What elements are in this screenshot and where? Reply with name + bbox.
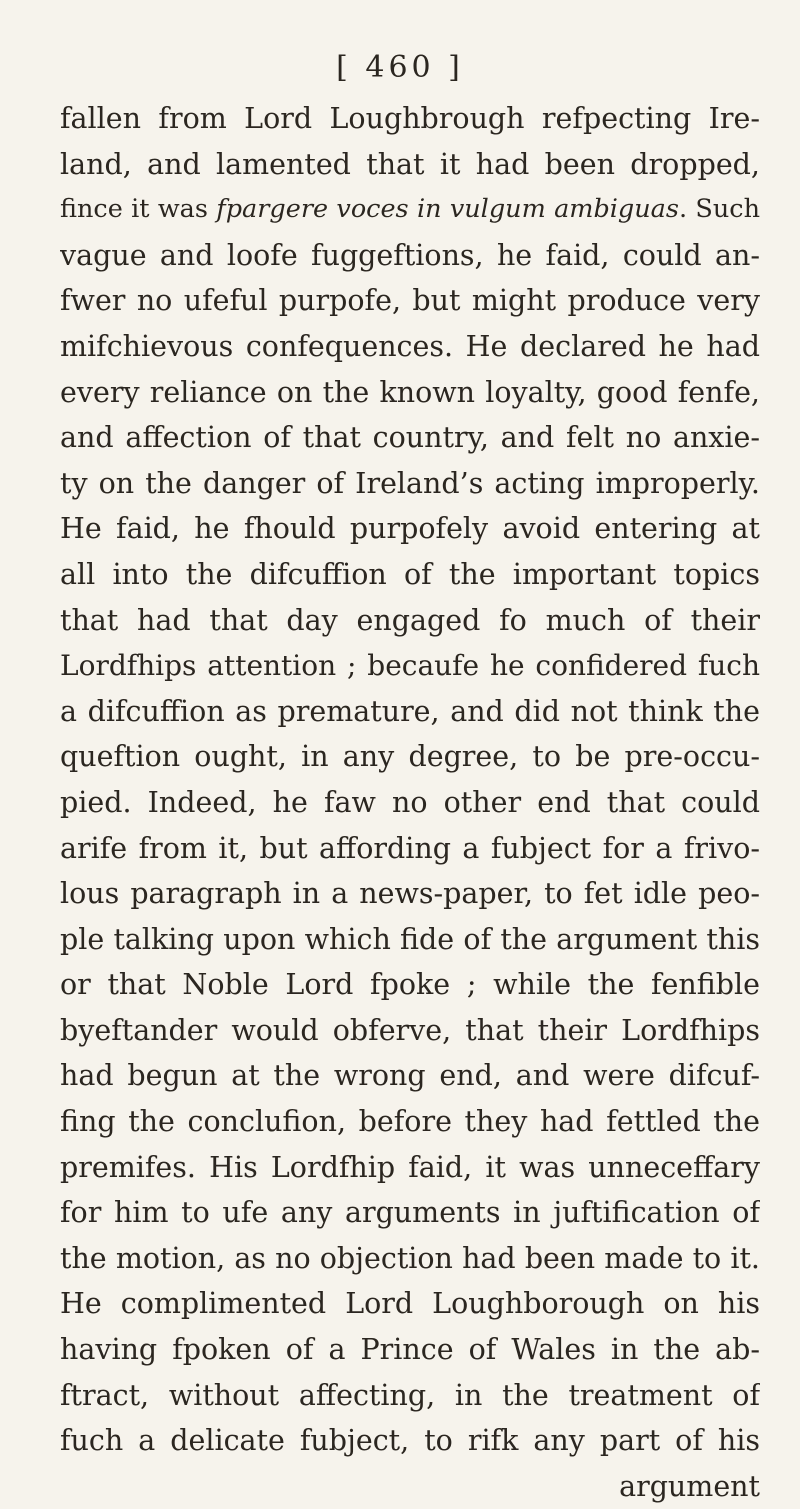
text-line: He complimented Lord Loughborough on his xyxy=(60,1287,760,1321)
text-line: fuch a delicate fubject, to rifk any part of his xyxy=(60,1424,760,1458)
text-line: queftion ought, in any degree, to be pre-occu- xyxy=(60,740,760,774)
text-line: He faid, he fhould purpofely avoid entering at xyxy=(60,512,760,546)
text-line: ftract, without affecting, in the treatment of xyxy=(60,1378,760,1412)
text-line: fwer no ufeful purpofe, but might produce very xyxy=(60,284,760,318)
text-line: that had that day engaged fo much of their xyxy=(60,603,760,637)
text-line: Lordfhips attention ; becaufe he confidered fuch xyxy=(60,649,760,683)
text-line: having fpoken of a Prince of Wales in the ab- xyxy=(60,1333,760,1367)
catchword: argument xyxy=(619,1469,760,1503)
text-line: fing the conclufion, before they had fettled the xyxy=(60,1105,760,1139)
text-line: or that Noble Lord fpoke ; while the fenfible xyxy=(60,968,760,1002)
text-line xyxy=(60,187,760,233)
text-line: ty on the danger of Ireland’s acting improperly. xyxy=(60,466,760,500)
text-line: premifes. His Lordfhip faid, it was unneceffary xyxy=(60,1150,760,1184)
text-line: byeftander would obferve, that their Lordfhips xyxy=(60,1013,760,1047)
text-line: for him to ufe any arguments in juftification of xyxy=(60,1196,760,1230)
text-line: had begun at the wrong end, and were difcuf- xyxy=(60,1059,760,1093)
text-line: arife from it, but affording a fubject for a frivo- xyxy=(60,831,760,865)
body-text xyxy=(60,96,760,1509)
text-line: fallen from Lord Loughbrough refpecting Ire- xyxy=(60,102,760,135)
text-line: every reliance on the known loyalty, good fenfe, xyxy=(60,375,760,409)
text-segment: fince it was xyxy=(60,194,217,225)
text-line: mifchievous confequences. He declared he had xyxy=(60,329,760,363)
text-line: land, and lamented that it had been dropped, xyxy=(60,147,760,181)
text-line: all into the difcuffion of the important topics xyxy=(60,557,760,591)
text-line: vague and loofe fuggeftions, he faid, could an- xyxy=(60,238,760,272)
text-line: a difcuffion as premature, and did not think the xyxy=(60,694,760,728)
text-line: ple talking upon which fide of the argument this xyxy=(60,922,760,956)
text-line: the motion, as no objection had been made to it. xyxy=(60,1241,760,1275)
text-line: pied. Indeed, he faw no other end that could xyxy=(60,785,760,819)
text-line: lous paragraph in a news-paper, to fet idle peo- xyxy=(60,877,760,911)
page-number: [ 460 ] xyxy=(336,50,464,85)
text-line: and affection of that country, and felt no anxie- xyxy=(60,421,760,455)
text-segment: . Such xyxy=(678,194,760,225)
latin-quotation: fpargere voces in vulgum ambiguas xyxy=(216,194,679,225)
